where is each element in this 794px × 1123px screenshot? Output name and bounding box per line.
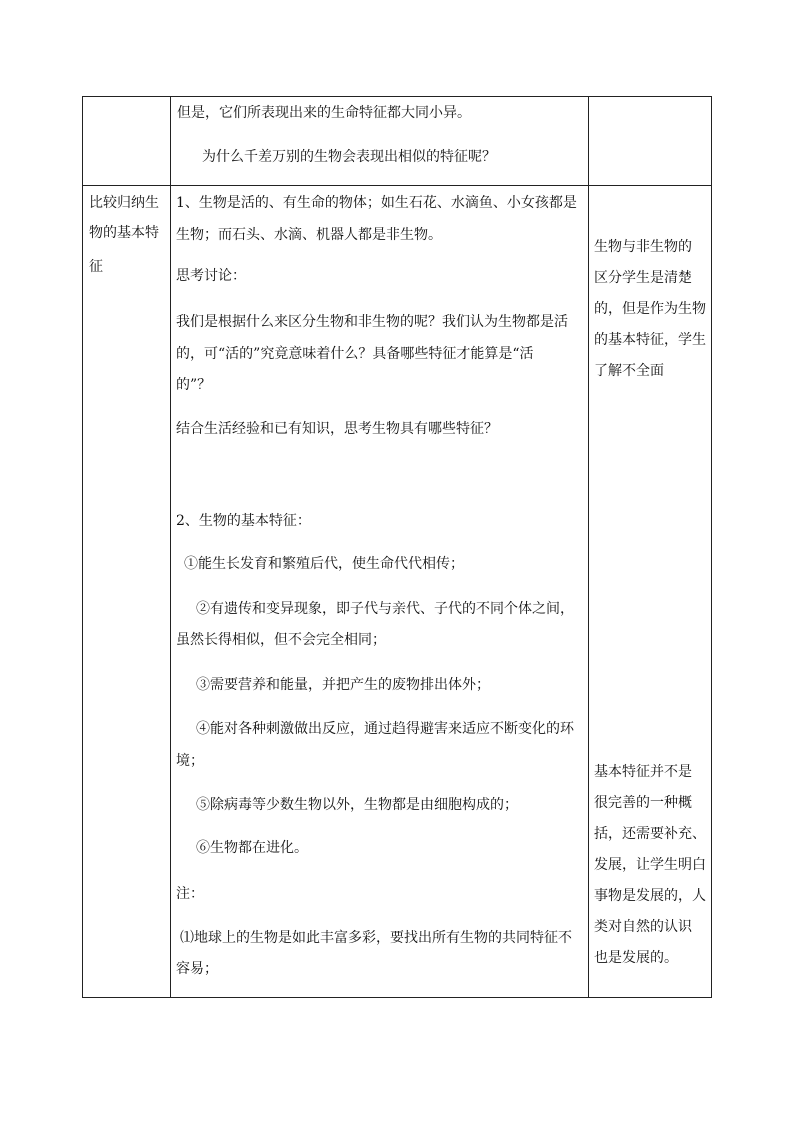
row1-line2: 为什么千差万别的生物会表现出相似的特征呢？ (202, 149, 496, 165)
row-divider (82, 185, 712, 186)
p3-line3: 的”？ (176, 377, 212, 393)
column-divider-2 (588, 96, 589, 998)
feature-1: ①能生长发育和繁殖后代，使生命代代相传； (184, 556, 464, 572)
feature-2-line2: 虽然长得相似，但不会完全相同； (176, 632, 386, 648)
lesson-table (82, 96, 712, 998)
side-note-1-line1: 生物与非生物的 (594, 239, 692, 255)
table-border-bottom (82, 997, 712, 998)
section-label-line2: 物的基本特 (89, 225, 159, 241)
side-note-1-line4: 的基本特征，学生 (594, 332, 706, 348)
side-note-1-line5: 了解不全面 (594, 363, 664, 379)
table-border-left (82, 96, 83, 998)
features-heading: 2、生物的基本特征： (176, 513, 311, 529)
p1-line2: 生物；而石头、水滴、机器人都是非生物。 (176, 227, 442, 243)
p3-line1: 我们是根据什么来区分生物和非生物的呢？我们认为生物都是活 (176, 314, 568, 330)
p4: 结合生活经验和已有知识，思考生物具有哪些特征？ (176, 421, 498, 437)
side-note-1-line2: 区分学生是清楚 (594, 270, 692, 286)
side-note-2-line5: 事物是发展的，人 (594, 888, 706, 904)
note-1-line2: 容易； (176, 961, 218, 977)
feature-4-line1: ④能对各种刺激做出反应，通过趋得避害来适应不断变化的环 (196, 721, 574, 737)
note-1-line1: ⑴地球上的生物是如此丰富多彩，要找出所有生物的共同特征不 (180, 930, 572, 946)
feature-2-line1: ②有遗传和变异现象，即子代与亲代、子代的不同个体之间， (196, 601, 574, 617)
table-border-right (711, 96, 712, 998)
section-label-line1: 比较归纳生 (89, 195, 159, 211)
feature-6: ⑥生物都在进化。 (196, 840, 308, 856)
table-border-top (82, 96, 712, 97)
side-note-2-line6: 类对自然的认识 (594, 919, 692, 935)
note-label: 注： (176, 886, 204, 902)
p3-line2: 的，可“活的”究竟意味着什么？具备哪些特征才能算是“活 (176, 346, 534, 362)
feature-4-line2: 境； (176, 753, 204, 769)
column-divider-1 (170, 96, 171, 998)
side-note-2-line7: 也是发展的。 (594, 950, 678, 966)
discussion-heading: 思考讨论： (176, 268, 246, 284)
p1-line1: 1、生物是活的、有生命的物体；如生石花、水滴鱼、小女孩都是 (176, 195, 577, 211)
row1-line1: 但是，它们所表现出来的生命特征都大同小异。 (177, 105, 471, 121)
side-note-1-line3: 的，但是作为生物 (594, 301, 706, 317)
side-note-2-line2: 很完善的一种概 (594, 795, 692, 811)
feature-5: ⑤除病毒等少数生物以外，生物都是由细胞构成的； (196, 797, 518, 813)
section-label-line3: 征 (89, 259, 103, 275)
feature-3: ③需要营养和能量，并把产生的废物排出体外； (196, 677, 490, 693)
side-note-2-line4: 发展，让学生明白 (594, 857, 706, 873)
side-note-2-line3: 括，还需要补充、 (594, 826, 706, 842)
side-note-2-line1: 基本特征并不是 (594, 764, 692, 780)
